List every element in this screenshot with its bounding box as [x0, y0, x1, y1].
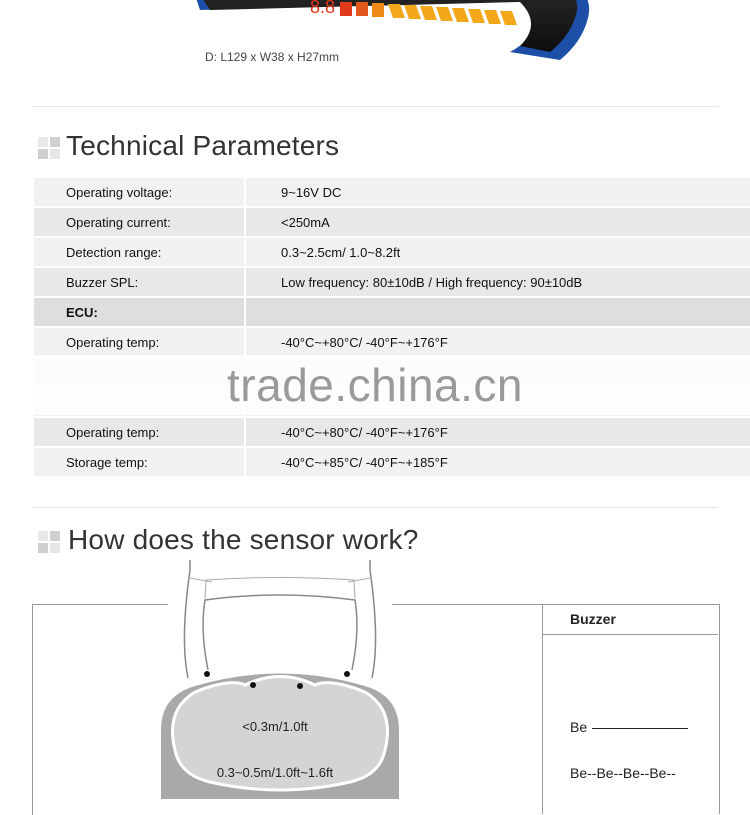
param-value: -40°C~+80°C/ -40°F~+176°F [246, 418, 750, 446]
table-row [34, 448, 750, 476]
sensor-section-title: How does the sensor work? [68, 524, 419, 555]
param-key: Detection range: [34, 238, 246, 266]
continuous-tone-line [592, 728, 688, 729]
buzzer-title: Buzzer [570, 611, 616, 627]
param-key: Operating current: [34, 208, 246, 236]
param-key: Buzzer SPL: [34, 268, 246, 296]
zone-mid-label: 0.3~0.5m/1.0ft~1.6ft [216, 765, 334, 780]
table-row [34, 328, 750, 356]
param-value: 0.3~2.5cm/ 1.0~8.2ft [246, 238, 750, 266]
param-value [246, 298, 750, 326]
param-key: ECU: [34, 298, 246, 326]
buzzer-header [542, 604, 718, 635]
param-value: -40°C~+80°C/ -40°F~+176°F [246, 328, 750, 356]
divider [32, 106, 718, 107]
param-value: -40°C~+85°C/ -40°F~+185°F [246, 448, 750, 476]
beep-pattern: Be [570, 719, 588, 735]
car-detection-diagram [150, 560, 410, 800]
param-key: Operating temp: [34, 418, 246, 446]
led-bars [340, 2, 517, 25]
buzzer-column [542, 604, 720, 814]
param-value: <250mA [246, 208, 750, 236]
table-row [34, 208, 750, 236]
param-key: Operating voltage: [34, 178, 246, 206]
sensor-dot [297, 683, 303, 689]
section-squares-icon [38, 137, 60, 159]
table-row [34, 418, 750, 446]
watermark: trade.china.cn [0, 355, 750, 415]
technical-parameters-title: Technical Parameters [66, 130, 340, 161]
param-value: 9~16V DC [246, 178, 750, 206]
table-row [34, 268, 750, 296]
zone-near-label: <0.3m/1.0ft [242, 719, 308, 734]
beep-pattern: Be--Be--Be--Be-- [570, 765, 676, 781]
sensor-dot [344, 671, 350, 677]
param-key: Storage temp: [34, 448, 246, 476]
section-squares-icon [38, 531, 60, 553]
sensor-dot [250, 682, 256, 688]
table-row [34, 178, 750, 206]
table-row [34, 238, 750, 266]
technical-parameters-table [34, 176, 750, 478]
param-key: Operating temp: [34, 328, 246, 356]
product-dimensions: D: L129 x W38 x H27mm [205, 50, 340, 64]
divider [32, 507, 718, 508]
sensor-dot [204, 671, 210, 677]
svg-text:8.8: 8.8 [310, 0, 336, 17]
param-value: Low frequency: 80±10dB / High frequency: 90±10dB [246, 268, 750, 296]
table-row-header [34, 298, 750, 326]
